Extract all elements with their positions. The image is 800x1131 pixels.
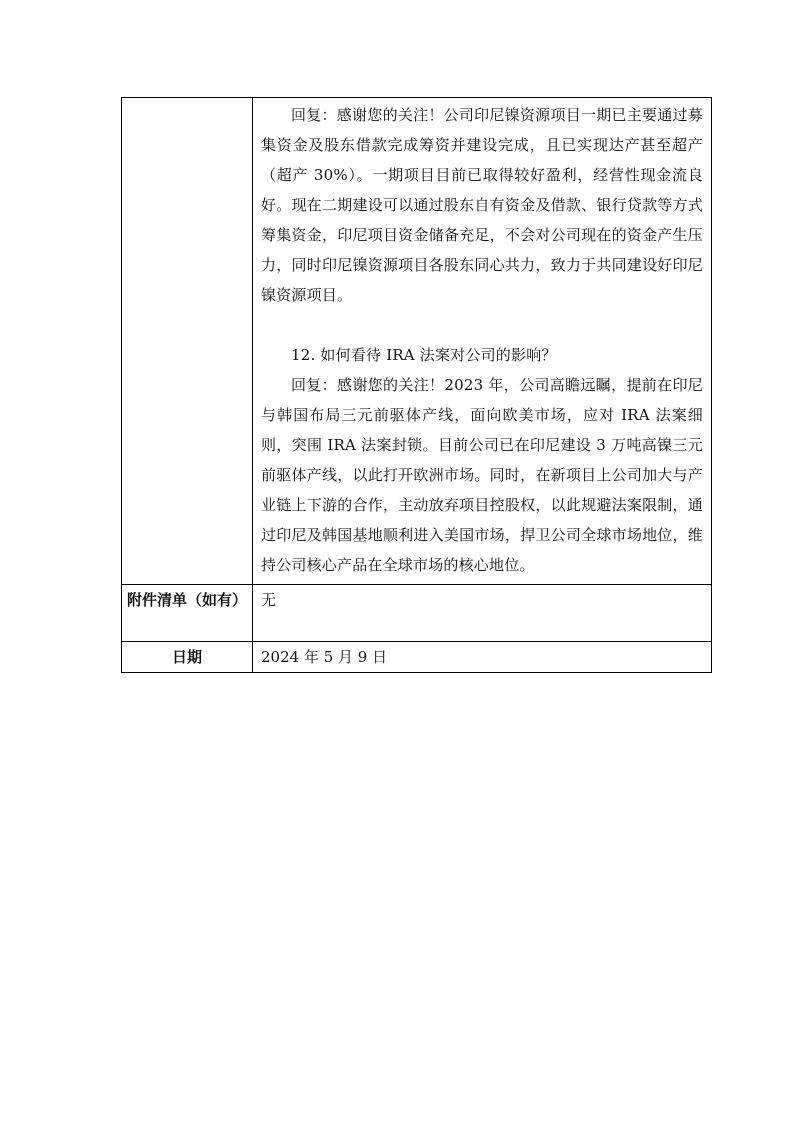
record-table [121,97,712,673]
date-label: 日期 [122,642,253,673]
question-12: 12. 如何看待 IRA 法案对公司的影响？ [291,346,557,364]
date-value: 2024 年 5 月 9 日 [253,642,712,673]
paragraph-spacer [261,310,703,340]
content-cell [253,98,712,585]
date-row [122,642,712,673]
answer-11-paragraph: 回复：感谢您的关注！公司印尼镍资源项目一期已主要通过募集资金及股东借款完成筹资并建设完成，且已实现达产甚至超产（超产 30%）。一期项目目前已取得较好盈利，经营性现金流良好。现在二期建设可以通过股东自有资金及借款、银行贷款等方式筹集资金，印尼项目资金储备充足，不会对公司现在的资金产生压力，同时印尼镍资源项目各股东同心共力，致力于共同建设好印尼镍资源项目。 [261,106,703,304]
answer-12-paragraph: 回复：感谢您的关注！2023 年，公司高瞻远瞩，提前在印尼与韩国布局三元前驱体产线，面向欧美市场，应对 IRA 法案细则，突围 IRA 法案封锁。目前公司已在印尼建设 3 万吨高镍三元前驱体产线，以此打开欧洲市场。同时，在新项目上公司加大与产业链上下游的合作，主动放弃项目控股权，以此规避法案限制，通过印尼及韩国基地顺利进入美国市场，捍卫公司全球市场地位，维持公司核心产品在全球市场的核心地位。 [261,376,703,574]
attachments-value: 无 [253,585,712,642]
attachments-row [122,585,712,642]
content-row [122,98,712,585]
attachments-label: 附件清单（如有） [122,585,253,642]
content-label-cell [122,98,253,585]
